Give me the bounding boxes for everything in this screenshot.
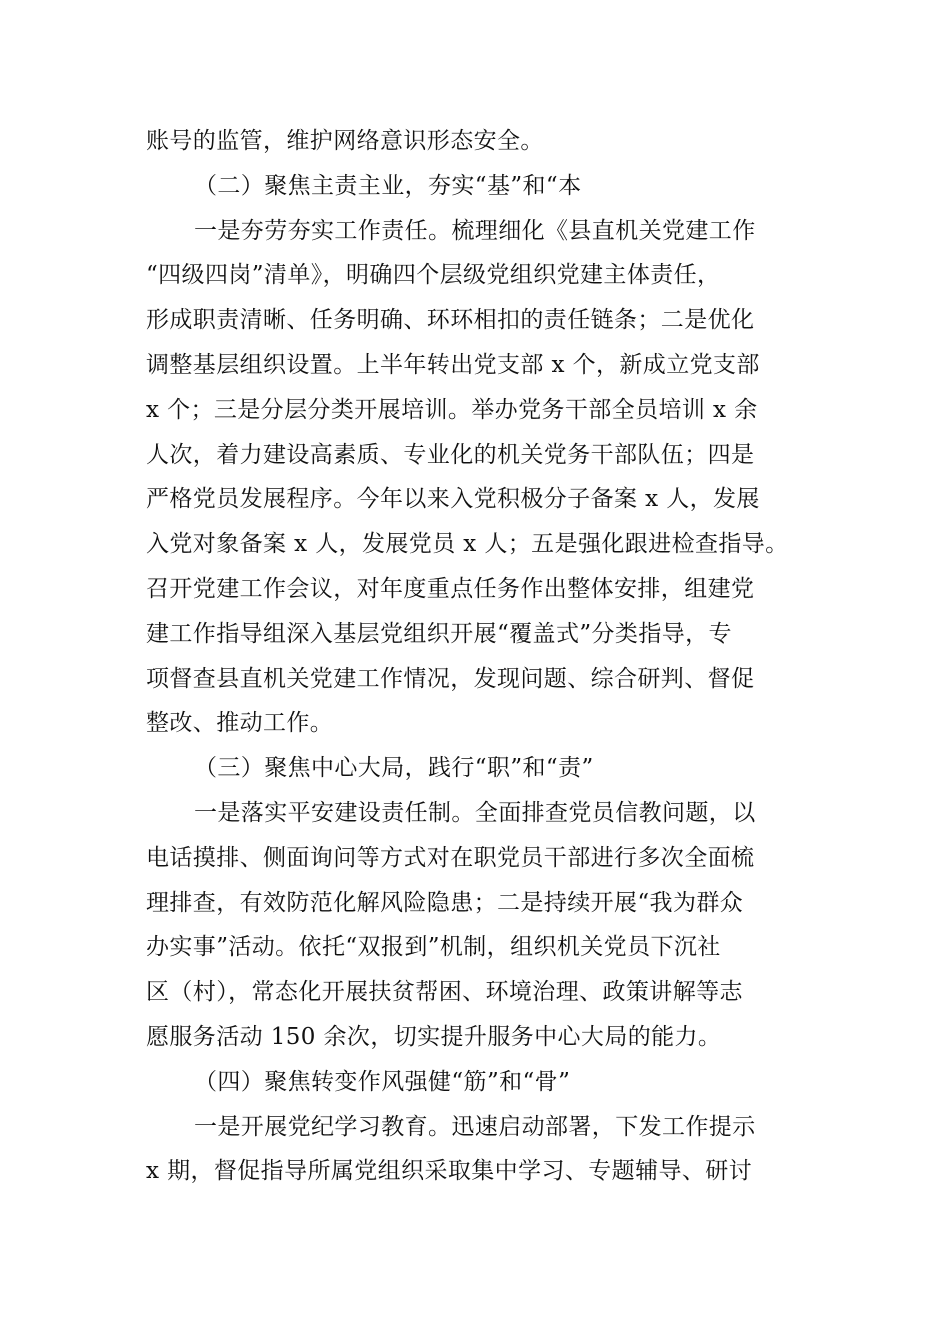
section-heading-4: （四）聚焦转变作风强健“筋”和“骨” xyxy=(194,1068,571,1095)
text-line: 一是开展党纪学习教育。迅速启动部署，下发工作提示 xyxy=(194,1113,756,1140)
text-line: x 期，督促指导所属党组织采取集中学习、专题辅导、研讨 xyxy=(146,1158,753,1185)
section-heading-3: （三）聚焦中心大局，践行“职”和“责” xyxy=(194,755,594,782)
text-line: 办实事”活动。依托“双报到”机制，组织机关党员下沉社 xyxy=(146,934,721,961)
text-line: 愿服务活动 150 余次，切实提升服务中心大局的能力。 xyxy=(146,1023,722,1050)
text-line: 理排查，有效防范化解风险隐患；二是持续开展“我为群众 xyxy=(146,889,744,916)
text-line: 电话摸排、侧面询问等方式对在职党员干部进行多次全面梳 xyxy=(146,844,755,871)
text-line: 区（村），常态化开展扶贫帮困、环境治理、政策讲解等志 xyxy=(146,979,743,1006)
text-line: 严格党员发展程序。今年以来入党积极分子备案 x 人，发展 xyxy=(146,486,760,513)
text-line: 建工作指导组深入基层党组织开展“覆盖式”分类指导，专 xyxy=(146,620,732,647)
text-line: 一是落实平安建设责任制。全面排查党员信教问题，以 xyxy=(194,799,756,826)
text-line: 形成职责清晰、任务明确、环环相扣的责任链条；二是优化 xyxy=(146,307,755,334)
text-line: 入党对象备案 x 人，发展党员 x 人；五是强化跟进检查指导。 xyxy=(146,531,789,558)
text-line: “四级四岗”清单》，明确四个层级党组织党建主体责任， xyxy=(146,262,721,289)
text-line: x 个；三是分层分类开展培训。举办党务干部全员培训 x 余 xyxy=(146,396,758,423)
document-body xyxy=(146,119,808,1194)
text-line: 调整基层组织设置。上半年转出党支部 x 个，新成立党支部 xyxy=(146,351,760,378)
text-line: 一是夯劳夯实工作责任。梳理细化《县直机关党建工作 xyxy=(194,217,756,244)
text-line: 整改、推动工作。 xyxy=(146,710,334,737)
text-line: 召开党建工作会议，对年度重点任务作出整体安排，组建党 xyxy=(146,575,755,602)
section-heading-2: （二）聚焦主责主业，夯实“基”和“本 xyxy=(194,172,582,199)
text-line: 项督查县直机关党建工作情况，发现问题、综合研判、督促 xyxy=(146,665,755,692)
text-line: 人次，着力建设高素质、专业化的机关党务干部队伍；四是 xyxy=(146,441,755,468)
text-line: 账号的监管，维护网络意识形态安全。 xyxy=(146,128,544,154)
